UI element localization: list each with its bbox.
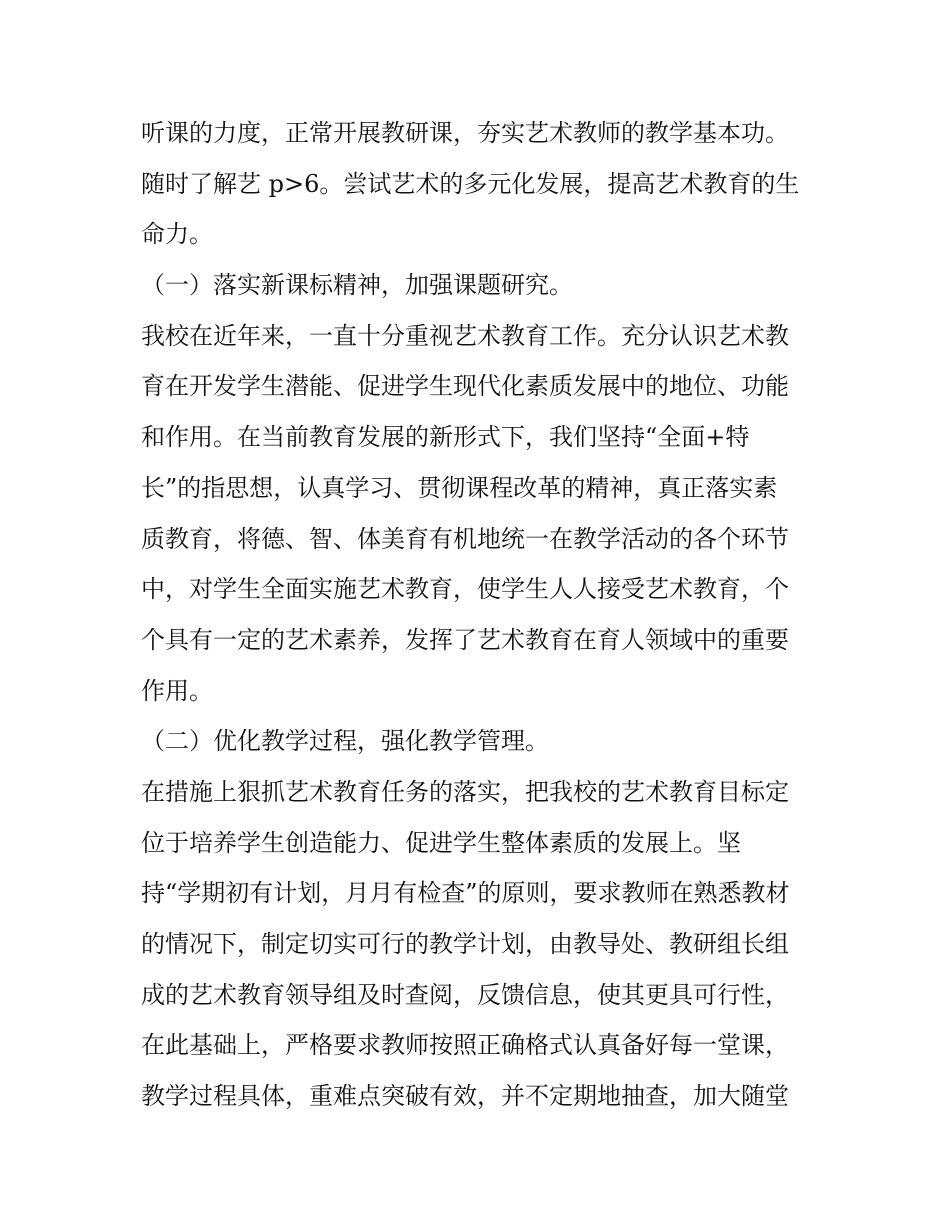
text-line: 育在开发学生潜能、促进学生现代化素质发展中的地位、功能: [141, 372, 789, 401]
text-line: 位于培养学生创造能力、促进学生整体素质的发展上。坚: [141, 828, 741, 857]
text-line: 在措施上狠抓艺术教育任务的落实，把我校的艺术教育目标定: [141, 777, 789, 806]
text-line: 在此基础上，严格要求教师按照正确格式认真备好每一堂课，: [141, 1031, 789, 1060]
text-line: 质教育，将德、智、体美育有机地统一在教学活动的各个环节: [141, 524, 789, 553]
text-line: 教学过程具体，重难点突破有效，并不定期地抽查，加大随堂: [141, 1082, 789, 1111]
section-heading: （二）优化教学过程，强化教学管理。: [141, 727, 549, 756]
text-line: 个具有一定的艺术素养，发挥了艺术教育在育人领域中的重要: [141, 625, 789, 654]
text-line: 长”的指思想，认真学习、贯彻课程改革的精神，真正落实素: [141, 473, 778, 502]
text-line: 听课的力度，正常开展教研课，夯实艺术教师的教学基本功。: [141, 119, 789, 147]
text-line: 持“学期初有计划，月月有检查”的原则，要求教师在熟悉教材: [141, 879, 790, 908]
text-line: 命力。: [141, 220, 213, 249]
body-text: [141, 108, 821, 1122]
section-heading: （一）落实新课标精神，加强课题研究。: [141, 271, 573, 300]
text-line: 随时了解艺 p>6。尝试艺术的多元化发展，提高艺术教育的生: [141, 169, 800, 198]
text-line: 成的艺术教育领导组及时查阅，反馈信息，使其更具可行性，: [141, 980, 789, 1009]
text-line: 作用。: [141, 676, 213, 705]
text-line: 我校在近年来，一直十分重视艺术教育工作。充分认识艺术教: [141, 321, 789, 350]
text-line: 中，对学生全面实施艺术教育，使学生人人接受艺术教育，个: [141, 575, 789, 604]
text-line: 和作用。在当前教育发展的新形式下，我们坚持“全面+特: [141, 423, 750, 452]
text-line: 的情况下，制定切实可行的教学计划，由教导处、教研组长组: [141, 930, 789, 958]
